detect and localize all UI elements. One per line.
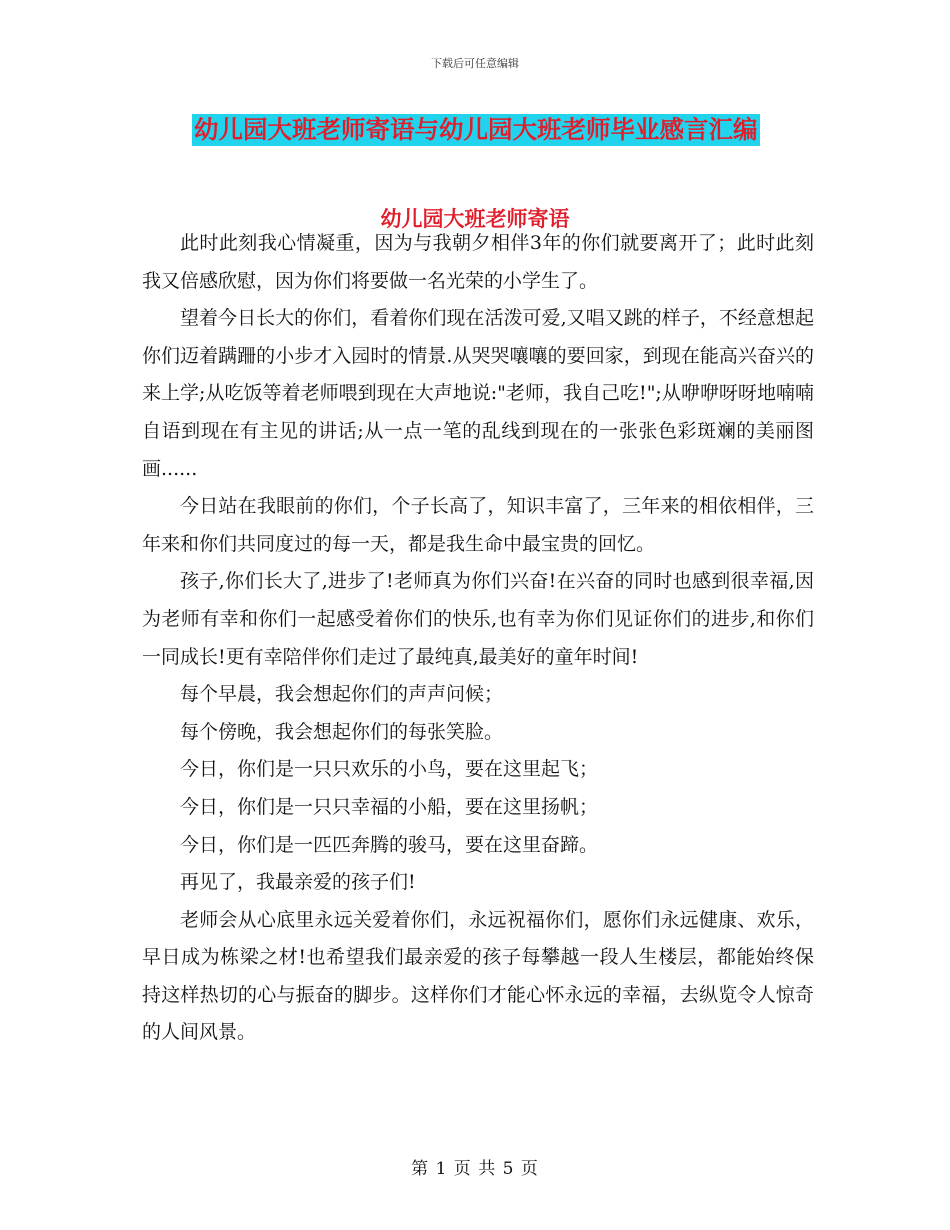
body-text [142, 225, 814, 1052]
paragraph: 每个傍晚，我会想起你们的每张笑脸。 [180, 720, 504, 743]
paragraph: 今日，你们是一匹匹奔腾的骏马，要在这里奋蹄。 [180, 833, 599, 856]
main-title-highlight [192, 114, 760, 146]
paragraph: 今日，你们是一只只幸福的小船，要在这里扬帆； [180, 795, 599, 818]
paragraph: 老师会从心底里永远关爱着你们，永远祝福你们，愿你们永远健康、欢乐，早日成为栋梁之材!也希望我们最亲爱的孩子每攀越一段人生楼层，都能始终保持这样热切的心与振奋的脚步。这样你们才能心怀永远的幸福，去纵览令人惊奇的人间风景。 [142, 908, 814, 1044]
section-title: 幼儿园大班老师寄语 [380, 207, 570, 231]
paragraph: 孩子,你们长大了,进步了!老师真为你们兴奋!在兴奋的同时也感到很幸福,因为老师有幸和你们一起感受着你们的快乐,也有幸为你们见证你们的进步,和你们一同成长!更有幸陪伴你们走过了最纯真,最美好的童年时间! [142, 570, 814, 668]
paragraph: 今日，你们是一只只欢乐的小鸟，要在这里起飞； [180, 758, 599, 781]
paragraph: 每个早晨，我会想起你们的声声问候； [180, 683, 504, 706]
paragraph: 此时此刻我心情凝重，因为与我朝夕相伴3年的你们就要离开了；此时此刻我又倍感欣慰，因为你们将要做一名光荣的小学生了。 [142, 232, 814, 292]
paragraph: 今日站在我眼前的你们，个子长高了，知识丰富了，三年来的相依相伴，三年来和你们共同度过的每一天，都是我生命中最宝贵的回忆。 [142, 495, 814, 555]
main-title: 幼儿园大班老师寄语与幼儿园大班老师毕业感言汇编 [194, 115, 758, 144]
paragraph: 望着今日长大的你们，看着你们现在活泼可爱,又唱又跳的样子，不经意想起你们迈着蹒跚的小步才入园时的情景.从哭哭嚷嚷的要回家，到现在能高兴奋兴的来上学;从吃饭等着老师喂到现在大声地说:"老师，我自己吃!";从咿咿呀呀地喃喃自语到现在有主见的讲话;从一点一笔的乱线到现在的一张张色彩斑斓的美丽图画...... [142, 307, 814, 480]
page-number: 第 1 页 共 5 页 [411, 1159, 539, 1179]
paragraph: 再见了，我最亲爱的孩子们! [180, 871, 416, 894]
page-header-note: 下载后可任意编辑 [431, 57, 519, 70]
